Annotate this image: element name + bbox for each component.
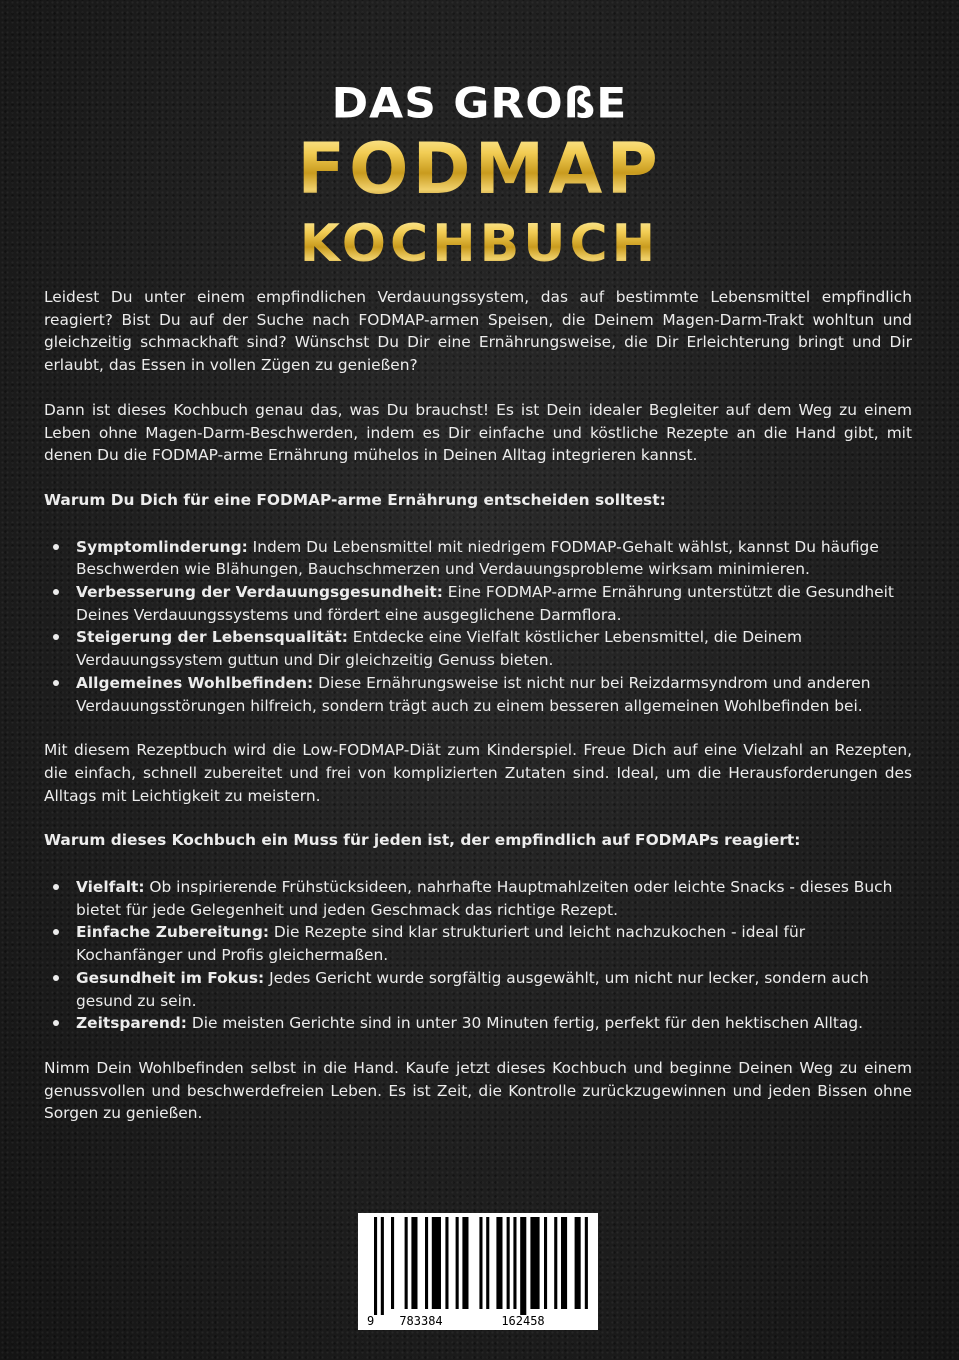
barcode-digit-first: 9 bbox=[367, 1314, 375, 1328]
list-item bbox=[76, 1012, 912, 1035]
cover-title bbox=[0, 78, 959, 274]
bullet-icon bbox=[53, 680, 59, 686]
barcode-bar bbox=[381, 1217, 384, 1315]
list-item-term: Gesundheit im Fokus: bbox=[76, 968, 265, 987]
list-item-term: Verbesserung der Verdauungsgesundheit: bbox=[76, 583, 443, 602]
barcode-bar bbox=[479, 1217, 482, 1309]
blurb-text bbox=[44, 286, 912, 1125]
bullet-icon bbox=[53, 634, 59, 640]
barcode-bar bbox=[575, 1217, 581, 1309]
list-item bbox=[76, 672, 912, 717]
barcode-bar bbox=[462, 1217, 468, 1309]
barcode-bar bbox=[561, 1217, 567, 1309]
list-item-text: Entdecke eine Vielfalt köstlicher Lebensmittel, die Deinem Verdauungssystem guttun und Dir gleichzeitig Genuss bieten. bbox=[76, 628, 803, 670]
paragraph-3: Mit diesem Rezeptbuch wird die Low-FODMAP-Diät zum Kinderspiel. Freue Dich auf eine Vielzahl an Rezepten, die einfach, schnell zubereitet und frei von komplizierten Zutaten sind. Ideal, um die Herausforderungen des Alltags mit Leichtigkeit zu meistern. bbox=[44, 741, 912, 805]
list-item bbox=[76, 876, 912, 921]
barcode-bar bbox=[425, 1217, 428, 1309]
barcode-bar bbox=[411, 1217, 417, 1309]
list-item bbox=[76, 581, 912, 626]
bullet-icon bbox=[53, 1020, 59, 1026]
list-item bbox=[76, 967, 912, 1012]
barcode-digits-right: 162458 bbox=[501, 1314, 545, 1328]
bullet-icon bbox=[53, 884, 59, 890]
list-item-term: Vielfalt: bbox=[76, 878, 145, 897]
paragraph-2: Dann ist dieses Kochbuch genau das, was Du brauchst! Es ist Dein idealer Begleiter auf dem Weg zu einem Leben ohne Magen-Darm-Beschwerden, indem es Dir einfache und köstliche Rezepte an die Hand gibt, mit denen Du die FODMAP-arme Ernährung mühelos in Deinen Alltag integrieren kannst. bbox=[44, 400, 912, 465]
list-item-text: Ob inspirierende Frühstücksideen, nahrhafte Hauptmahlzeiten oder leichte Snacks - dieses Buch bietet für jede Gelegenheit und jeden Geschmack das richtige Rezept. bbox=[76, 878, 893, 919]
list-item-text: Die meisten Gerichte sind in unter 30 Minuten fertig, perfekt für den hektischen Alltag. bbox=[186, 1014, 864, 1033]
intro-paragraph: Leidest Du unter einem empfindlichen Verdauungssystem, das auf bestimmte Lebensmittel empfindlich reagiert? Bist Du auf der Suche nach FODMAP-armen Speisen, die Deinem Magen-Darm-Trakt wohltun und gleichzeitig schmackhaft sind? Wünschst Du Dir eine Ernährungsweise, die Dir Erleichterung bringt und Dir erlaubt, das Essen in vollen Zügen zu genießen? bbox=[44, 288, 912, 375]
list-item-term: Steigerung der Lebensqualität: bbox=[76, 628, 348, 647]
list-item-text: Diese Ernährungsweise ist nicht nur bei Reizdarmsyndrom und anderen Verdauungsstörungen hilfreich, sondern trägt auch zu einem besseren allgemeinen Wohlbefinden bei. bbox=[76, 673, 871, 715]
barcode-digits-left: 783384 bbox=[399, 1314, 443, 1328]
title-line-2: FODMAP bbox=[0, 128, 959, 210]
list-item-text: Jedes Gericht wurde sorgfältig ausgewählt, um nicht nur lecker, sondern auch gesund zu sein. bbox=[76, 968, 869, 1010]
barcode-bar bbox=[554, 1217, 557, 1309]
list-item-text: Eine FODMAP-arme Ernährung unterstützt die Gesundheit Deines Verdauungssystems und fördert eine ausgeglichene Darmflora. bbox=[76, 583, 894, 624]
title-line-1: DAS GROßE bbox=[331, 79, 628, 128]
barcode-bar bbox=[530, 1217, 539, 1309]
list-item-term: Zeitsparend: bbox=[76, 1014, 187, 1033]
barcode-bar bbox=[405, 1217, 408, 1309]
list-item-text: Die Rezepte sind klar strukturiert und leicht nachzukochen - ideal für Kochanfänger und Profis gleichermaßen. bbox=[76, 923, 806, 965]
bullet-icon bbox=[53, 929, 59, 935]
closing-paragraph: Nimm Dein Wohlbefinden selbst in die Hand. Kaufe jetzt dieses Kochbuch und beginne Deinen Weg zu einem genussvollen und beschwerdefreien Leben. Es ist Zeit, die Kontrolle zurückzugewinnen und jeden Bissen ohne Sorgen zu genießen. bbox=[44, 1058, 912, 1123]
list-item-text: Indem Du Lebensmittel mit niedrigem FODMAP-Gehalt wählst, kannst Du häufige Beschwerden wie Blähungen, Bauchschmerzen und Verdauungsprobleme wirksam minimieren. bbox=[76, 537, 879, 579]
isbn-barcode bbox=[358, 1213, 598, 1330]
list-item-term: Symptomlinderung: bbox=[76, 537, 248, 556]
barcode-bar bbox=[585, 1217, 588, 1309]
barcode-bar bbox=[391, 1217, 394, 1309]
list-item-term: Einfache Zubereitung: bbox=[76, 923, 270, 942]
barcode-bar bbox=[507, 1217, 510, 1309]
barcode-bar bbox=[544, 1217, 547, 1309]
list-item-term: Allgemeines Wohlbefinden: bbox=[76, 673, 314, 692]
title-line-3: KOCHBUCH bbox=[0, 214, 959, 274]
barcode-bar bbox=[513, 1217, 516, 1309]
barcode-bar bbox=[520, 1217, 526, 1315]
barcode-bar bbox=[496, 1217, 502, 1309]
barcode-bar bbox=[432, 1217, 441, 1309]
bullet-icon bbox=[53, 589, 59, 595]
list-item bbox=[76, 921, 912, 966]
bullet-icon bbox=[53, 544, 59, 550]
barcode-bar bbox=[445, 1217, 448, 1309]
section-heading-2: Warum dieses Kochbuch ein Muss für jeden ist, der empfindlich auf FODMAPs reagiert: bbox=[44, 831, 801, 850]
barcode-graphic bbox=[358, 1213, 598, 1330]
barcode-bar bbox=[486, 1217, 489, 1309]
list-item bbox=[76, 536, 912, 581]
barcode-bar bbox=[374, 1217, 377, 1315]
reasons-list bbox=[44, 876, 912, 1035]
list-item bbox=[76, 626, 912, 671]
benefits-list bbox=[44, 536, 912, 718]
section-heading-1: Warum Du Dich für eine FODMAP-arme Ernährung entscheiden solltest: bbox=[44, 490, 666, 509]
barcode-bars bbox=[374, 1217, 588, 1315]
bullet-icon bbox=[53, 975, 59, 981]
barcode-bar bbox=[456, 1217, 459, 1309]
